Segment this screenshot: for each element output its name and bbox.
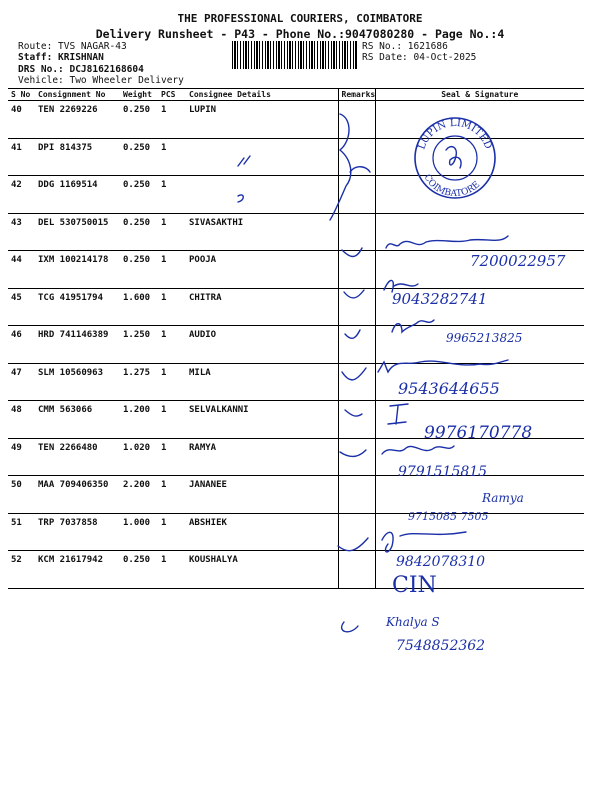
phone-49: 9715085 7505 xyxy=(408,510,489,523)
row-remarks xyxy=(338,213,375,251)
row-consignee: POOJA xyxy=(186,251,338,289)
row-remarks xyxy=(338,101,375,139)
row-sno: 42 xyxy=(8,176,35,214)
table-row xyxy=(8,288,584,326)
runsheet-subtitle: Delivery Runsheet - P43 - Phone No.:9047080280 - Page No.:4 xyxy=(95,27,505,41)
stamp-bottom-text: COIMBATORE xyxy=(421,172,483,200)
row-consignment-no: TEN 2266480 xyxy=(35,438,120,476)
vehicle: Vehicle: Two Wheeler Delivery xyxy=(18,75,184,86)
row-sno: 50 xyxy=(8,476,35,514)
row-signature xyxy=(375,176,584,214)
phone-50: 9842078310 xyxy=(396,554,486,570)
row-signature xyxy=(375,251,584,289)
table-row xyxy=(8,401,584,439)
table-row xyxy=(8,138,584,176)
runsheet-table xyxy=(8,88,584,589)
row-weight: 0.250 xyxy=(120,101,158,139)
row-weight: 1.200 xyxy=(120,401,158,439)
row-pcs: 1 xyxy=(158,401,186,439)
row-signature xyxy=(375,438,584,476)
table-row xyxy=(8,363,584,401)
row-consignment-no: SLM 10560963 xyxy=(35,363,120,401)
row-consignment-no: DDG 1169514 xyxy=(35,176,120,214)
row-pcs: 1 xyxy=(158,288,186,326)
row-pcs: 1 xyxy=(158,326,186,364)
table-row xyxy=(8,551,584,589)
phone-46: 9543644655 xyxy=(398,379,500,398)
row-pcs: 1 xyxy=(158,551,186,589)
row-weight: 2.200 xyxy=(120,476,158,514)
row-consignee: SELVALKANNI xyxy=(186,401,338,439)
staff: Staff: KRISHNAN xyxy=(18,52,104,63)
remark-mark xyxy=(342,622,358,632)
row-sno: 45 xyxy=(8,288,35,326)
row-remarks xyxy=(338,401,375,439)
row-remarks xyxy=(338,176,375,214)
row-signature xyxy=(375,551,584,589)
row-sno: 43 xyxy=(8,213,35,251)
row-pcs: 1 xyxy=(158,476,186,514)
row-weight: 0.250 xyxy=(120,176,158,214)
row-signature xyxy=(375,401,584,439)
row-weight: 1.000 xyxy=(120,513,158,551)
row-signature xyxy=(375,326,584,364)
row-remarks xyxy=(338,138,375,176)
table-row xyxy=(8,513,584,551)
row-weight: 0.250 xyxy=(120,138,158,176)
row-consignment-no: KCM 21617942 xyxy=(35,551,120,589)
row-remarks xyxy=(338,551,375,589)
phone-47: 9976170778 xyxy=(424,423,533,443)
row-remarks xyxy=(338,513,375,551)
row-consignment-no: DEL 530750015 xyxy=(35,213,120,251)
row-remarks xyxy=(338,363,375,401)
row-signature xyxy=(375,288,584,326)
row-sno: 46 xyxy=(8,326,35,364)
table-row xyxy=(8,251,584,289)
row-sno: 41 xyxy=(8,138,35,176)
row-weight: 1.020 xyxy=(120,438,158,476)
table-row xyxy=(8,213,584,251)
row-weight: 0.250 xyxy=(120,551,158,589)
row-consignment-no: TCG 41951794 xyxy=(35,288,120,326)
row-consignment-no: TRP 7037858 xyxy=(35,513,120,551)
row-consignment-no: IXM 100214178 xyxy=(35,251,120,289)
row-consignee: AUDIO xyxy=(186,326,338,364)
row-sno: 40 xyxy=(8,101,35,139)
row-consignee: RAMYA xyxy=(186,438,338,476)
row-consignment-no: CMM 563066 xyxy=(35,401,120,439)
row-weight: 1.275 xyxy=(120,363,158,401)
col-consignee: Consignee Details xyxy=(186,89,338,101)
row-sno: 52 xyxy=(8,551,35,589)
row-signature xyxy=(375,363,584,401)
signature-51: CIN xyxy=(392,573,437,598)
phone-48: 9791515815 xyxy=(398,464,488,480)
row-consignment-no: HRD 741146389 xyxy=(35,326,120,364)
phone-43: 7200022957 xyxy=(470,252,566,270)
row-consignee: JANANEE xyxy=(186,476,338,514)
row-remarks xyxy=(338,476,375,514)
row-consignee: SIVASAKTHI xyxy=(186,213,338,251)
row-consignee: CHITRA xyxy=(186,288,338,326)
stamp-top-text: LUPIN LIMITED xyxy=(416,117,494,152)
row-consignment-no: DPI 814375 xyxy=(35,138,120,176)
row-sno: 51 xyxy=(8,513,35,551)
signature-49-name: Ramya xyxy=(482,491,524,505)
row-sno: 44 xyxy=(8,251,35,289)
row-signature xyxy=(375,513,584,551)
drs-number: DRS No.: DCJ8162168604 xyxy=(18,64,144,75)
row-weight: 1.600 xyxy=(120,288,158,326)
signature-52-name: Khalya S xyxy=(386,615,440,629)
col-pcs: PCS xyxy=(158,89,186,101)
row-consignee xyxy=(186,176,338,214)
row-weight: 0.250 xyxy=(120,251,158,289)
col-consignment: Consignment No xyxy=(35,89,120,101)
row-sno: 49 xyxy=(8,438,35,476)
row-pcs: 1 xyxy=(158,251,186,289)
row-consignment-no: TEN 2269226 xyxy=(35,101,120,139)
row-pcs: 1 xyxy=(158,363,186,401)
barcode xyxy=(232,41,358,69)
row-pcs: 1 xyxy=(158,138,186,176)
table-row xyxy=(8,101,584,139)
row-remarks xyxy=(338,326,375,364)
rs-date: RS Date: 04-Oct-2025 xyxy=(362,52,477,63)
row-pcs: 1 xyxy=(158,438,186,476)
row-signature xyxy=(375,476,584,514)
company-title: THE PROFESSIONAL COURIERS, COIMBATORE xyxy=(177,12,423,25)
table-row xyxy=(8,176,584,214)
row-weight: 1.250 xyxy=(120,326,158,364)
row-consignee: LUPIN xyxy=(186,101,338,139)
table-header xyxy=(8,89,584,101)
row-consignee: ABSHIEK xyxy=(186,513,338,551)
row-consignee: MILA xyxy=(186,363,338,401)
phone-52: 7548852362 xyxy=(396,638,486,654)
row-consignee xyxy=(186,138,338,176)
row-consignee: KOUSHALYA xyxy=(186,551,338,589)
row-pcs: 1 xyxy=(158,513,186,551)
col-weight: Weight xyxy=(120,89,158,101)
row-sno: 48 xyxy=(8,401,35,439)
phone-44: 9043282741 xyxy=(392,290,488,308)
row-signature xyxy=(375,213,584,251)
col-sno: S No xyxy=(8,89,35,101)
row-signature xyxy=(375,101,584,139)
table-row xyxy=(8,476,584,514)
row-remarks xyxy=(338,438,375,476)
table-row xyxy=(8,438,584,476)
route: Route: TVS NAGAR-43 xyxy=(18,41,127,52)
col-remarks: Remarks xyxy=(338,89,375,101)
row-signature xyxy=(375,138,584,176)
row-pcs: 1 xyxy=(158,176,186,214)
row-pcs: 1 xyxy=(158,101,186,139)
row-pcs: 1 xyxy=(158,213,186,251)
row-sno: 47 xyxy=(8,363,35,401)
row-remarks xyxy=(338,251,375,289)
table-row xyxy=(8,326,584,364)
rs-number: RS No.: 1621686 xyxy=(362,41,448,52)
row-consignment-no: MAA 709406350 xyxy=(35,476,120,514)
row-weight: 0.250 xyxy=(120,213,158,251)
phone-45: 9965213825 xyxy=(446,331,523,345)
row-remarks xyxy=(338,288,375,326)
col-signature: Seal & Signature xyxy=(375,89,584,101)
